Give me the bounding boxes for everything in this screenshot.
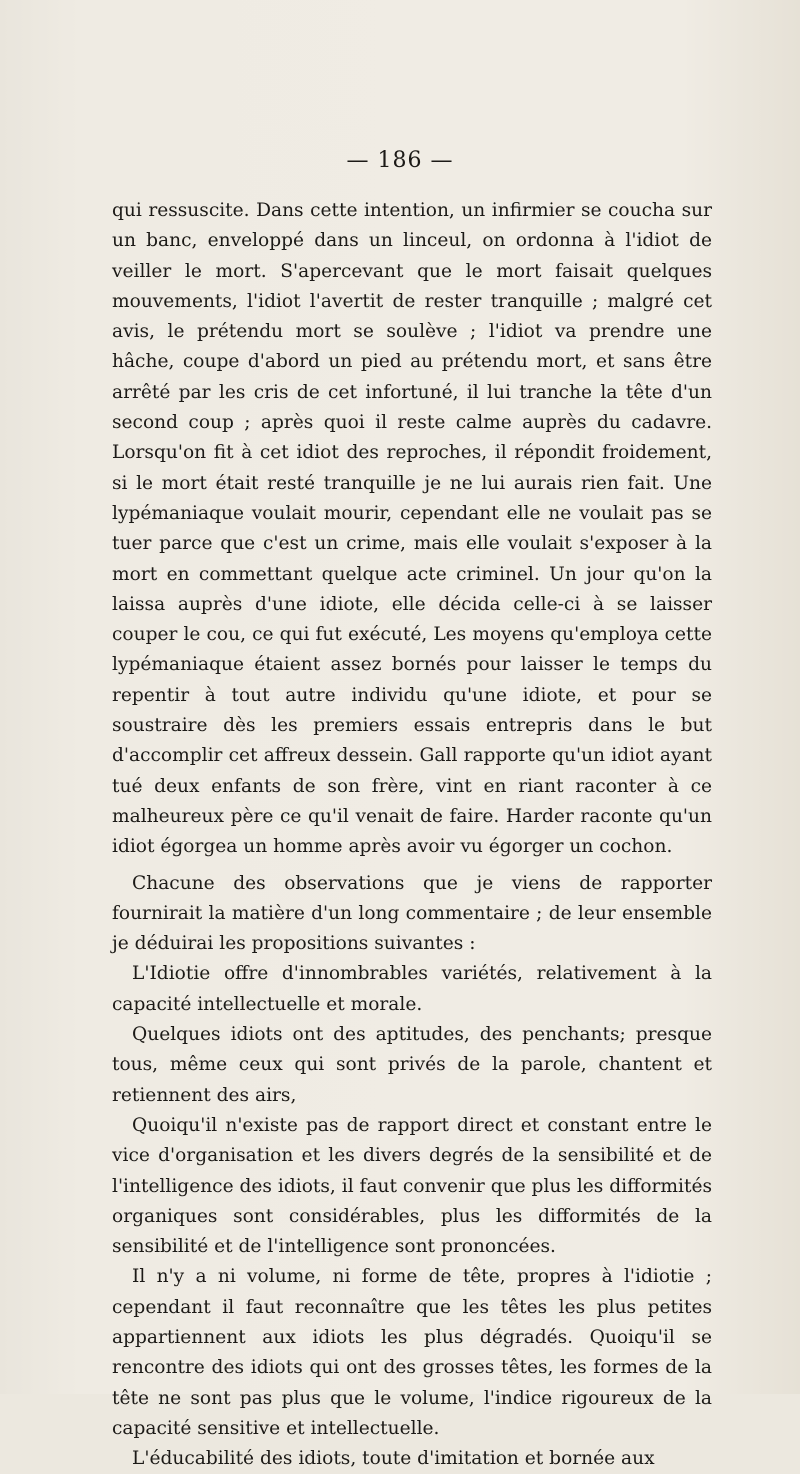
paragraph: Chacune des observations que je viens de rapporter fournirait la matière d'un long commentaire ; de leur ensemble je déduirai les propositions suivantes :	[112, 872, 712, 955]
paragraph: Il n'y a ni volume, ni forme de tête, propres à l'idiotie ; cependant il faut reconnaître que les têtes les plus petites appartiennent aux idiots les plus dégradés. Quoiqu'il se rencontre des idiots qui ont des grosses têtes, les formes de la tête ne sont pas plus que le volume, l'indice rigoureux de la capacité sensitive et intellectuelle.	[112, 1266, 712, 1439]
paragraph: Quelques idiots ont des aptitudes, des penchants; presque tous, même ceux qui sont privés de la parole, chantent et retiennent des airs,	[112, 1024, 712, 1106]
body-text	[112, 196, 712, 1474]
paragraph: qui ressuscite. Dans cette intention, un infirmier se coucha sur un banc, enveloppé dans un linceul, on ordonna à l'idiot de veiller le mort. S'apercevant que le mort faisait quelques mouvements, l'idiot l'avertit de rester tranquille ; malgré cet avis, le prétendu mort se soulève ; l'idiot va prendre une hâche, coupe d'abord un pied au prétendu mort, et sans être arrêté par les cris de cet infortuné, il lui tranche la tête d'un second coup ; après quoi il reste calme auprès du cadavre. Lorsqu'on fit à cet idiot des reproches, il répondit froidement, si le mort était resté tranquille je ne lui aurais rien fait. Une lypémaniaque voulait mourir, cependant elle ne voulait pas se tuer parce que c'est un crime, mais elle voulait s'exposer à la mort en commettant quelque acte criminel. Un jour qu'on la laissa auprès d'une idiote, elle décida celle-ci à se laisser couper le cou, ce qui fut exécuté, Les moyens qu'employa cette lypémaniaque étaient assez bornés pour laisser le temps du repentir à tout autre individu qu'une idiote, et pour se soustraire dès les premiers essais entrepris dans le but d'accomplir cet affreux dessein. Gall rapporte qu'un idiot ayant tué deux enfants de son frère, vint en riant raconter à ce malheureux père ce qu'il venait de faire. Harder raconte qu'un idiot égorgea un homme après avoir vu égorger un cochon.	[112, 200, 712, 858]
paragraph: L'éducabilité des idiots, toute d'imitation et bornée aux	[132, 1448, 655, 1470]
page-number: — 186 —	[346, 148, 454, 173]
paragraph: Quoiqu'il n'existe pas de rapport direct et constant entre le vice d'organisation et les divers degrés de la sensibilité et de l'intelligence des idiots, il faut convenir que plus les difformités organiques sont considérables, plus les difformités de la sensibilité et de l'intelligence sont prononcées.	[112, 1114, 712, 1258]
paragraph: L'Idiotie offre d'innombrables variétés, relativement à la capacité intellectuelle et morale.	[112, 963, 712, 1015]
